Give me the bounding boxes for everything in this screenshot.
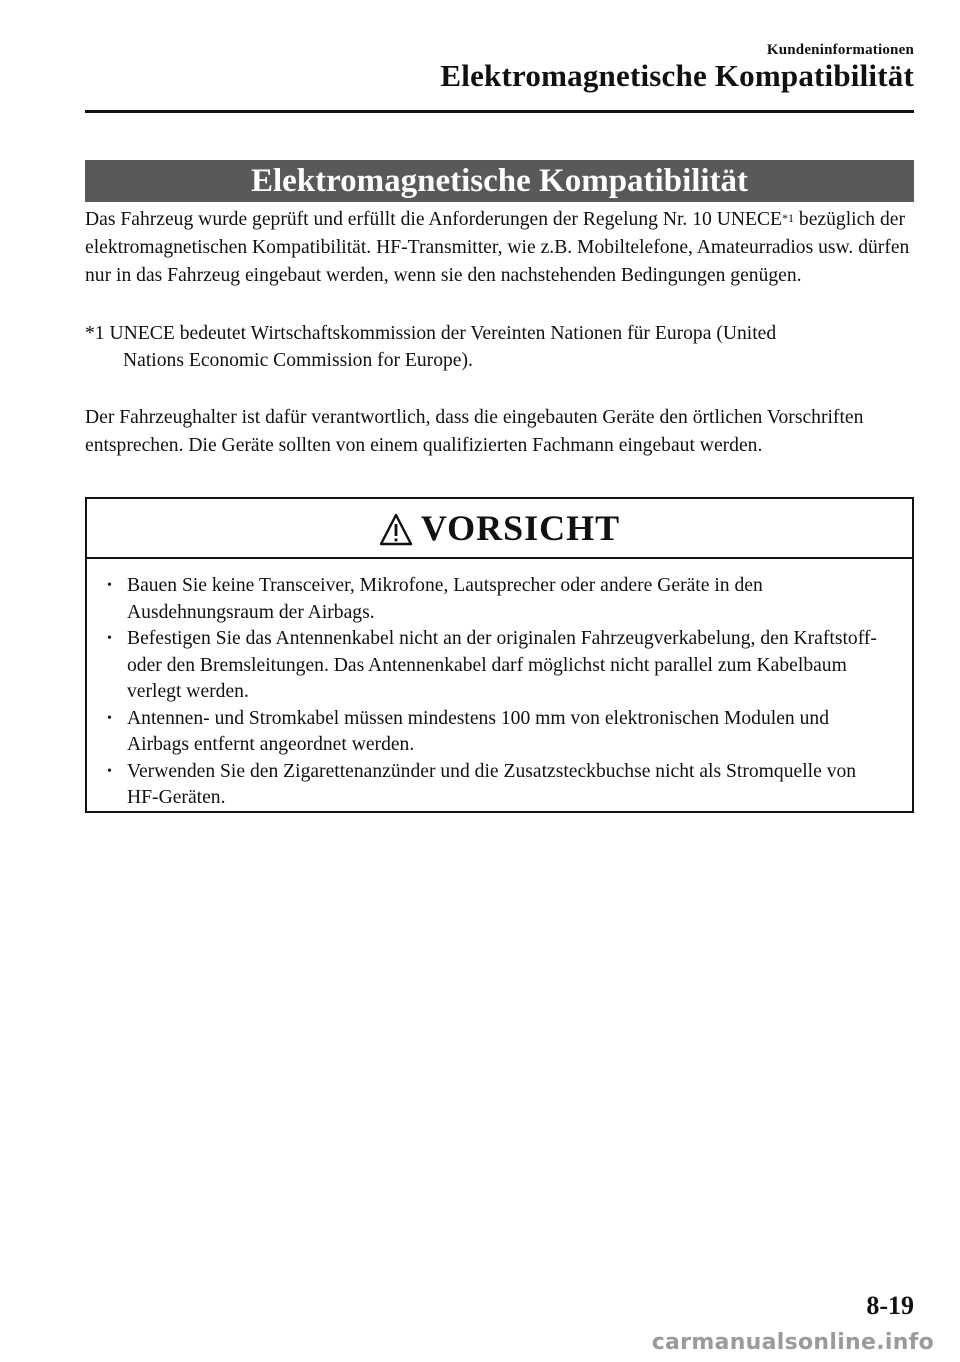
caution-item-text: Verwenden Sie den Zigarettenanzünder und die Zusatzsteckbuchse nicht als Stromquelle von HF-Geräten. [127,760,857,808]
footnote-line-1: *1 UNECE bedeutet Wirtschaftskommission der Vereinten Nationen für Europa (United [85,323,777,344]
bullet-icon: • [107,631,112,646]
footnote-reference: *1 [782,211,795,225]
header-section-label: Kundeninformationen [766,42,914,58]
warning-triangle-icon [379,513,413,547]
caution-item-text: Befestigen Sie das Antennenkabel nicht an der originalen Fahrzeugverkabelung, den Kraftstoff- oder den Bremsleitungen. Das Antennenkabel darf möglichst nicht parallel zum Kabelbaum verlegt werden. [127,628,877,702]
header-divider [85,110,914,113]
caution-header [87,499,912,559]
caution-item-text: Antennen- und Stromkabel müssen mindestens 100 mm von elektronischen Modulen und Airbags entfernt angeordnet werden. [127,707,830,755]
list-item [107,626,892,706]
bullet-icon: • [107,578,112,593]
watermark: carmanualsonline.info [651,1330,934,1355]
list-item [107,706,892,759]
bullet-icon: • [107,710,112,726]
footnote-line-2: Nations Economic Commission for Europe). [123,350,473,371]
footnote [85,320,914,374]
section-banner: Elektromagnetische Kompatibilität [85,160,914,202]
intro-text-start: Das Fahrzeug wurde geprüft und erfüllt die Anforderungen der Regelung Nr. 10 UNECE [85,209,783,230]
list-item [107,759,892,812]
caution-box [85,497,914,813]
caution-title: VORSICHT [420,508,621,548]
caution-list [87,559,912,812]
page-number: 8-19 [866,1291,914,1320]
caution-item-text: Bauen Sie keine Transceiver, Mikrofone, Lautsprecher oder andere Geräte in den Ausdehnungsraum der Airbags. [127,575,763,623]
page-title: Elektromagnetische Kompatibilität [440,58,914,93]
bullet-icon: • [107,763,112,779]
intro-paragraph [85,206,914,290]
intro-text-end: bezüglich der elektromagnetischen Kompatibilität. HF-Transmitter, wie z.B. Mobiltelefone, Amateurradios usw. dürfen nur in das Fahrzeug eingebaut werden, wenn sie den nachstehenden Bedingungen genügen. [85,209,910,286]
list-item [107,573,892,626]
owner-paragraph: Der Fahrzeughalter ist dafür verantwortlich, dass die eingebauten Geräte den örtlichen Vorschriften entsprechen. Die Geräte sollten von einem qualifizierten Fachmann eingebaut werden. [85,407,864,456]
